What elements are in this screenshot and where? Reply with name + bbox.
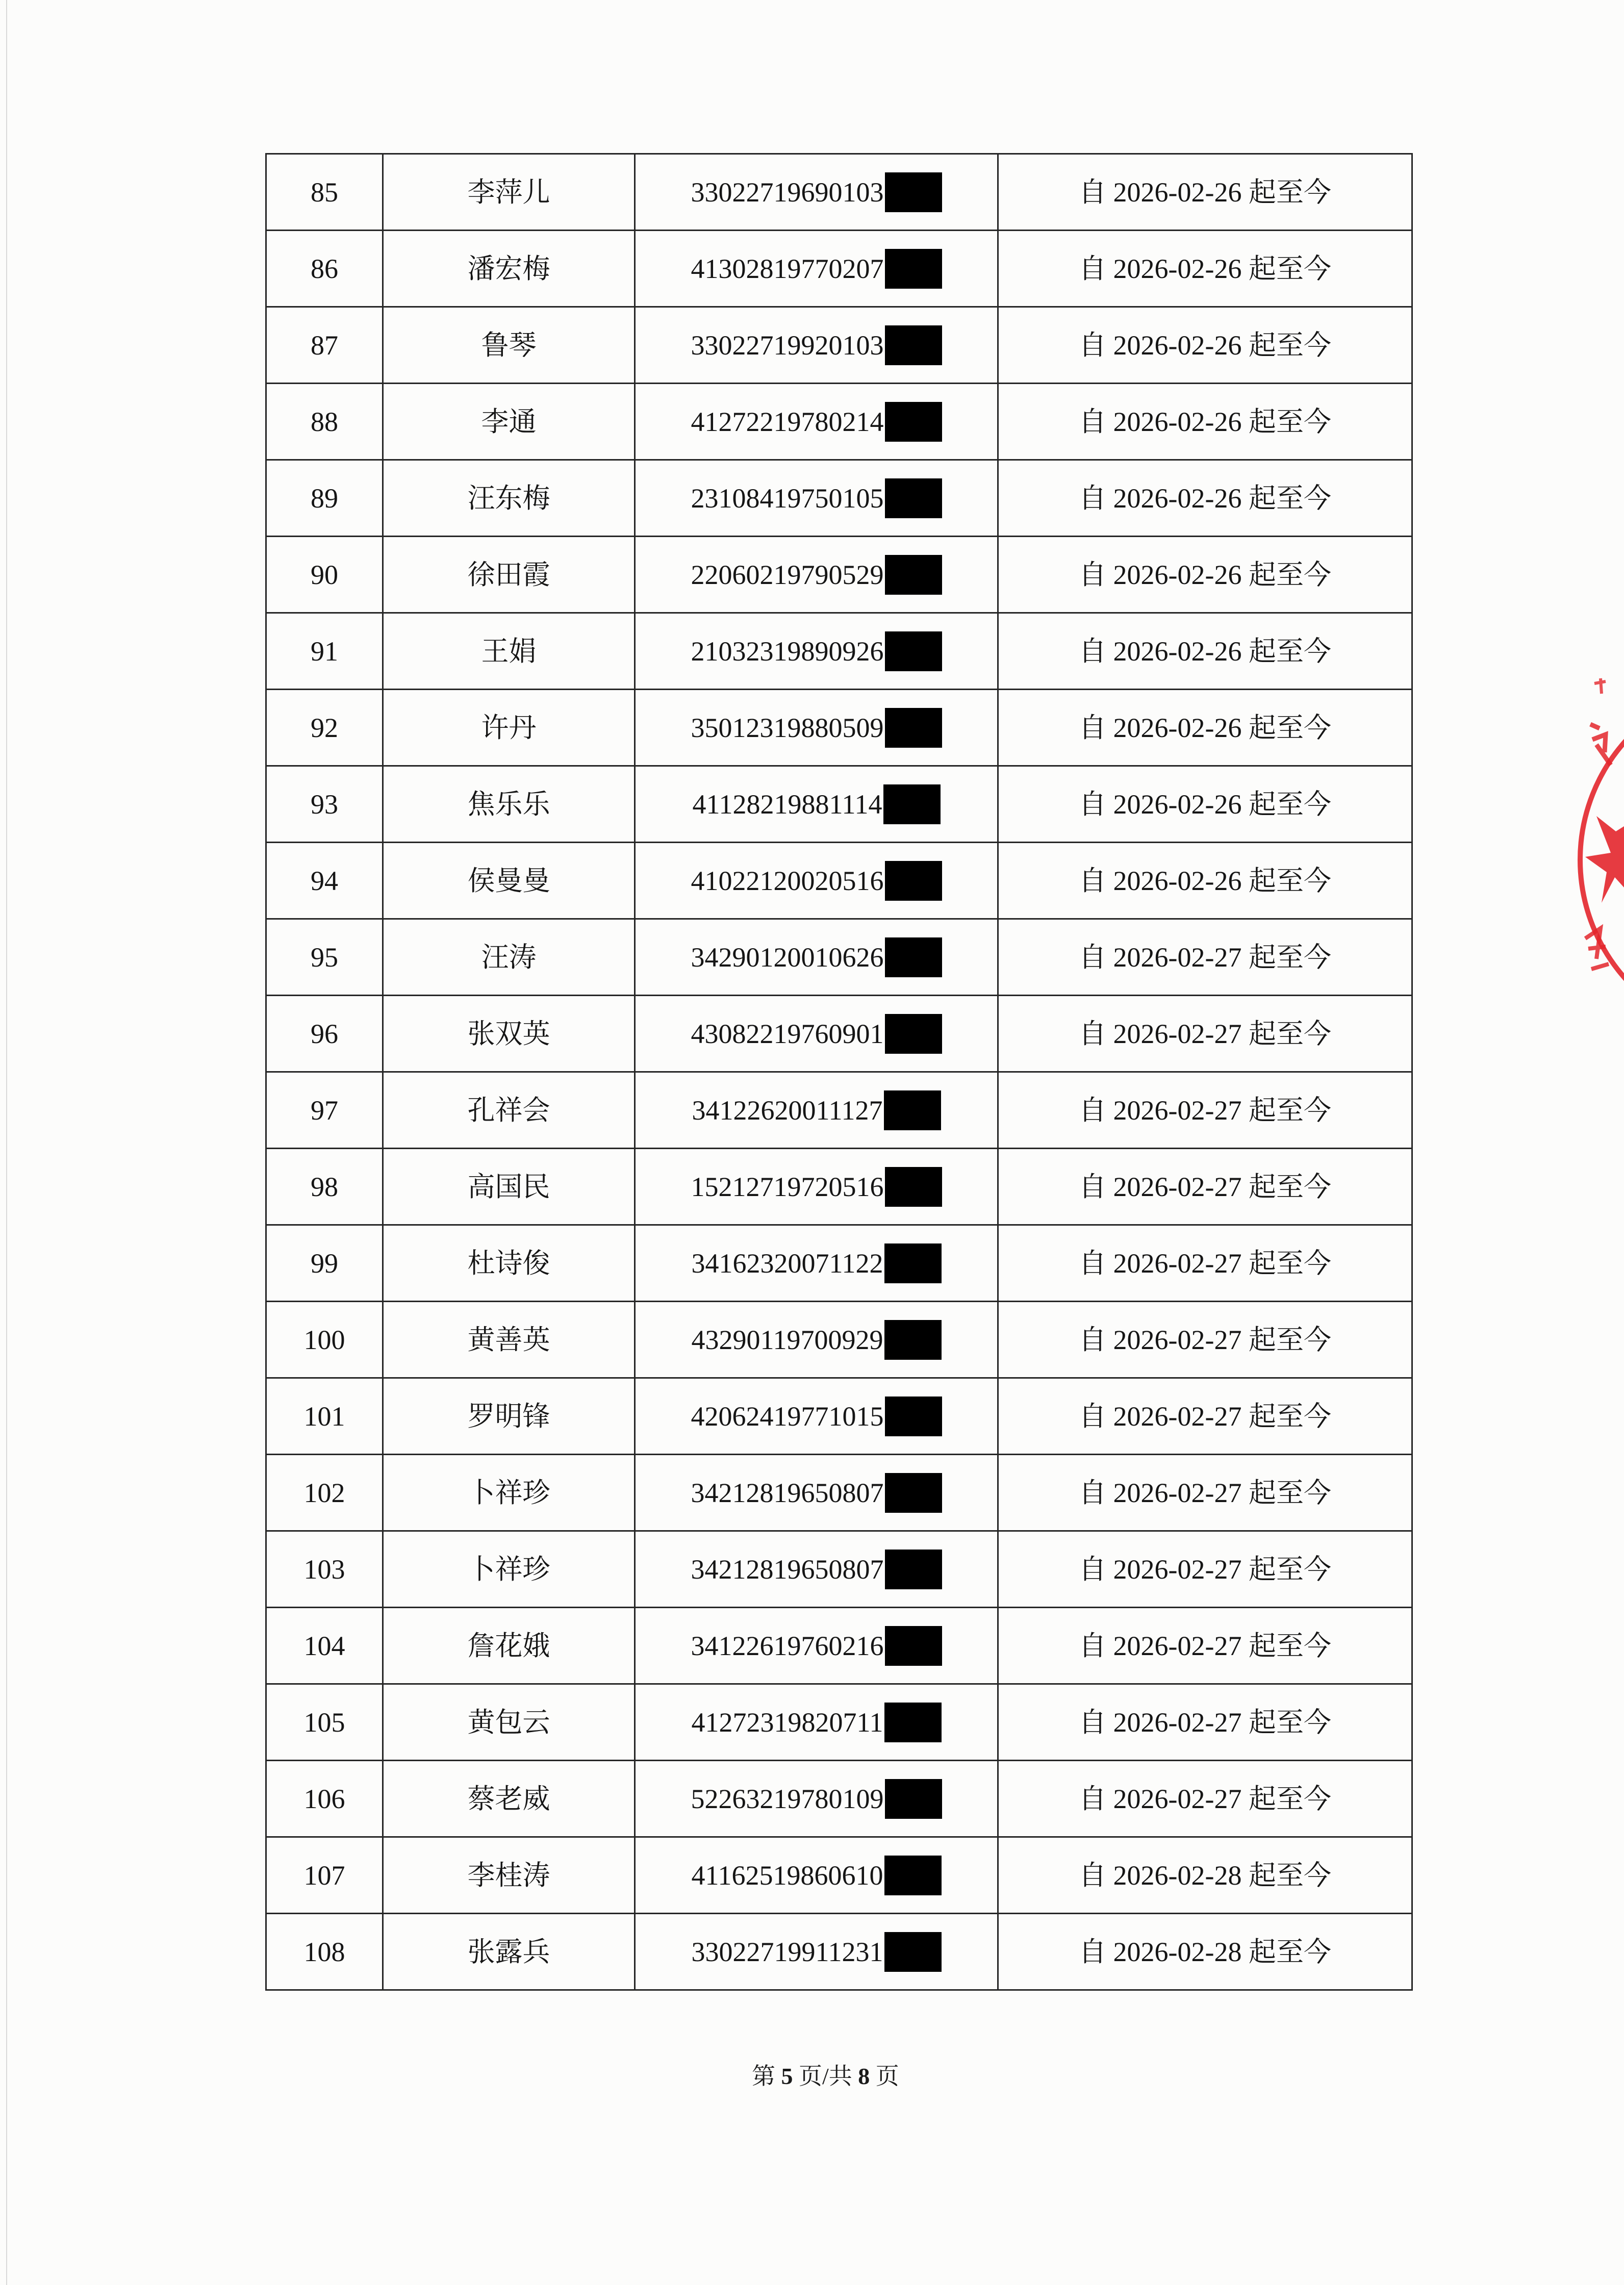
id-number-visible-part: 34212819650807 xyxy=(691,1554,884,1585)
redaction-box xyxy=(883,784,941,824)
id-number-visible-part: 35012319880509 xyxy=(691,712,884,743)
redaction-box xyxy=(885,631,942,671)
id-number-group xyxy=(691,861,942,901)
row-number-cell: 108 xyxy=(266,1914,383,1990)
id-number-cell xyxy=(635,1149,998,1225)
footer-suffix: 页 xyxy=(875,2063,899,2089)
effective-period-cell: 自 2026-02-27 起至今 xyxy=(998,1531,1412,1608)
effective-period-cell: 自 2026-02-26 起至今 xyxy=(998,843,1412,919)
table-row xyxy=(266,154,1412,231)
person-name-cell: 王娟 xyxy=(383,613,635,690)
person-name-cell: 蔡老威 xyxy=(383,1761,635,1837)
id-number-group xyxy=(691,1550,942,1589)
id-number-visible-part: 41022120020516 xyxy=(691,865,884,896)
effective-period-cell: 自 2026-02-27 起至今 xyxy=(998,1608,1412,1684)
table-row xyxy=(266,843,1412,919)
id-number-group xyxy=(691,1626,942,1666)
redaction-box xyxy=(884,1243,942,1283)
effective-period-cell: 自 2026-02-27 起至今 xyxy=(998,1072,1412,1149)
id-number-visible-part: 34122620011127 xyxy=(692,1095,883,1126)
id-number-cell xyxy=(635,1455,998,1531)
table-row xyxy=(266,460,1412,537)
redaction-box xyxy=(884,1932,942,1972)
id-number-cell xyxy=(635,154,998,231)
effective-period-cell: 自 2026-02-26 起至今 xyxy=(998,766,1412,843)
id-number-group xyxy=(691,1473,942,1513)
person-name-cell: 鲁琴 xyxy=(383,307,635,384)
row-number-cell: 102 xyxy=(266,1455,383,1531)
row-number-cell: 91 xyxy=(266,613,383,690)
effective-period-cell: 自 2026-02-27 起至今 xyxy=(998,1225,1412,1302)
effective-period-cell: 自 2026-02-27 起至今 xyxy=(998,1149,1412,1225)
table-row xyxy=(266,384,1412,460)
redaction-box xyxy=(885,249,942,289)
id-number-cell xyxy=(635,1072,998,1149)
table-row xyxy=(266,1608,1412,1684)
id-number-cell xyxy=(635,537,998,613)
effective-period-cell: 自 2026-02-26 起至今 xyxy=(998,613,1412,690)
person-name-cell: 焦乐乐 xyxy=(383,766,635,843)
official-seal-stamp xyxy=(1570,663,1624,1061)
id-number-visible-part: 41302819770207 xyxy=(691,253,884,284)
row-number-cell: 86 xyxy=(266,231,383,307)
redaction-box xyxy=(884,1703,942,1742)
id-number-group xyxy=(692,1320,942,1360)
row-number-cell: 96 xyxy=(266,996,383,1072)
id-number-group xyxy=(691,478,942,518)
redaction-box xyxy=(885,1014,942,1054)
person-name-cell: 罗明锋 xyxy=(383,1378,635,1455)
table-row xyxy=(266,1149,1412,1225)
person-name-cell: 徐田霞 xyxy=(383,537,635,613)
table-row xyxy=(266,1302,1412,1378)
id-number-cell xyxy=(635,1378,998,1455)
table-row xyxy=(266,1072,1412,1149)
effective-period-cell: 自 2026-02-26 起至今 xyxy=(998,384,1412,460)
redaction-box xyxy=(885,1167,942,1207)
current-page-number: 5 xyxy=(781,2063,793,2089)
redaction-box xyxy=(884,1090,941,1130)
row-number-cell: 85 xyxy=(266,154,383,231)
person-name-cell: 李萍儿 xyxy=(383,154,635,231)
id-number-cell xyxy=(635,766,998,843)
id-number-group xyxy=(691,1014,942,1054)
row-number-cell: 93 xyxy=(266,766,383,843)
person-name-cell: 张双英 xyxy=(383,996,635,1072)
table-row xyxy=(266,307,1412,384)
person-name-cell: 李通 xyxy=(383,384,635,460)
redaction-box xyxy=(885,708,942,748)
person-name-cell: 张露兵 xyxy=(383,1914,635,1990)
id-number-group xyxy=(693,784,941,824)
id-number-visible-part: 34290120010626 xyxy=(691,942,884,973)
table-row xyxy=(266,1531,1412,1608)
row-number-cell: 107 xyxy=(266,1837,383,1914)
id-number-visible-part: 22060219790529 xyxy=(691,559,884,590)
row-number-cell: 99 xyxy=(266,1225,383,1302)
id-number-cell xyxy=(635,307,998,384)
roster-table xyxy=(265,153,1413,1991)
id-number-cell xyxy=(635,460,998,537)
id-number-visible-part: 21032319890926 xyxy=(691,636,884,667)
total-page-count: 8 xyxy=(858,2063,870,2089)
id-number-visible-part: 52263219780109 xyxy=(691,1783,884,1814)
id-number-group xyxy=(691,937,942,977)
id-number-group xyxy=(691,631,942,671)
row-number-cell: 89 xyxy=(266,460,383,537)
effective-period-cell: 自 2026-02-27 起至今 xyxy=(998,1378,1412,1455)
id-number-group xyxy=(691,555,942,595)
id-number-visible-part: 41272319820711 xyxy=(691,1707,883,1738)
table-row xyxy=(266,231,1412,307)
effective-period-cell: 自 2026-02-26 起至今 xyxy=(998,690,1412,766)
person-name-cell: 卜祥珍 xyxy=(383,1531,635,1608)
effective-period-cell: 自 2026-02-27 起至今 xyxy=(998,1684,1412,1761)
id-number-cell xyxy=(635,1302,998,1378)
row-number-cell: 92 xyxy=(266,690,383,766)
row-number-cell: 100 xyxy=(266,1302,383,1378)
id-number-visible-part: 41162519860610 xyxy=(691,1860,883,1891)
redaction-box xyxy=(885,172,942,212)
id-number-group xyxy=(691,1779,942,1819)
table-row xyxy=(266,1225,1412,1302)
id-number-visible-part: 33022719911231 xyxy=(691,1936,883,1967)
person-name-cell: 詹花娥 xyxy=(383,1608,635,1684)
id-number-cell xyxy=(635,690,998,766)
seal-character-fragment xyxy=(1590,724,1611,765)
row-number-cell: 87 xyxy=(266,307,383,384)
id-number-group xyxy=(692,1090,941,1130)
redaction-box xyxy=(885,861,942,901)
id-number-visible-part: 43082219760901 xyxy=(691,1018,884,1049)
table-row xyxy=(266,690,1412,766)
id-number-cell xyxy=(635,843,998,919)
id-number-group xyxy=(691,402,942,442)
effective-period-cell: 自 2026-02-26 起至今 xyxy=(998,154,1412,231)
person-name-cell: 李桂涛 xyxy=(383,1837,635,1914)
table-row xyxy=(266,537,1412,613)
person-name-cell: 孔祥会 xyxy=(383,1072,635,1149)
id-number-cell xyxy=(635,919,998,996)
table-row xyxy=(266,766,1412,843)
footer-prefix: 第 xyxy=(752,2063,775,2089)
seal-graphic xyxy=(1580,678,1624,1038)
id-number-visible-part: 41128219881114 xyxy=(692,789,882,820)
id-number-cell xyxy=(635,1914,998,1990)
row-number-cell: 101 xyxy=(266,1378,383,1455)
id-number-cell xyxy=(635,1684,998,1761)
id-number-cell xyxy=(635,384,998,460)
redaction-box xyxy=(885,937,942,977)
effective-period-cell: 自 2026-02-26 起至今 xyxy=(998,307,1412,384)
redaction-box xyxy=(885,1473,942,1513)
row-number-cell: 90 xyxy=(266,537,383,613)
person-name-cell: 黄善英 xyxy=(383,1302,635,1378)
id-number-cell xyxy=(635,1761,998,1837)
effective-period-cell: 自 2026-02-27 起至今 xyxy=(998,996,1412,1072)
table-row xyxy=(266,1761,1412,1837)
id-number-visible-part: 15212719720516 xyxy=(691,1171,884,1202)
effective-period-cell: 自 2026-02-28 起至今 xyxy=(998,1914,1412,1990)
redaction-box xyxy=(885,1626,942,1666)
person-name-cell: 潘宏梅 xyxy=(383,231,635,307)
seal-star-icon xyxy=(1585,816,1624,903)
row-number-cell: 105 xyxy=(266,1684,383,1761)
table-row xyxy=(266,996,1412,1072)
redaction-box xyxy=(885,1779,942,1819)
id-number-cell xyxy=(635,231,998,307)
row-number-cell: 103 xyxy=(266,1531,383,1608)
table-row xyxy=(266,1455,1412,1531)
id-number-cell xyxy=(635,1837,998,1914)
effective-period-cell: 自 2026-02-26 起至今 xyxy=(998,537,1412,613)
id-number-cell xyxy=(635,996,998,1072)
effective-period-cell: 自 2026-02-27 起至今 xyxy=(998,1455,1412,1531)
effective-period-cell: 自 2026-02-28 起至今 xyxy=(998,1837,1412,1914)
id-number-visible-part: 34162320071122 xyxy=(691,1248,883,1279)
redaction-box xyxy=(885,555,942,595)
id-number-cell xyxy=(635,613,998,690)
id-number-cell xyxy=(635,1225,998,1302)
id-number-group xyxy=(691,172,942,212)
scan-edge-line xyxy=(6,0,7,2285)
table-row xyxy=(266,919,1412,996)
id-number-visible-part: 23108419750105 xyxy=(691,483,884,514)
row-number-cell: 97 xyxy=(266,1072,383,1149)
person-name-cell: 黄包云 xyxy=(383,1684,635,1761)
table-row xyxy=(266,1378,1412,1455)
effective-period-cell: 自 2026-02-27 起至今 xyxy=(998,1302,1412,1378)
person-name-cell: 卜祥珍 xyxy=(383,1455,635,1531)
id-number-group xyxy=(692,1703,942,1742)
redaction-box xyxy=(885,478,942,518)
person-name-cell: 许丹 xyxy=(383,690,635,766)
id-number-group xyxy=(691,1167,942,1207)
row-number-cell: 95 xyxy=(266,919,383,996)
id-number-group xyxy=(691,708,942,748)
person-name-cell: 汪东梅 xyxy=(383,460,635,537)
id-number-group xyxy=(692,1932,942,1972)
redaction-box xyxy=(885,325,942,365)
person-name-cell: 汪涛 xyxy=(383,919,635,996)
person-name-cell: 侯曼曼 xyxy=(383,843,635,919)
table-row xyxy=(266,1684,1412,1761)
row-number-cell: 94 xyxy=(266,843,383,919)
redaction-box xyxy=(885,1550,942,1589)
effective-period-cell: 自 2026-02-27 起至今 xyxy=(998,1761,1412,1837)
page-footer xyxy=(752,2065,899,2088)
redaction-box xyxy=(885,1397,942,1436)
row-number-cell: 104 xyxy=(266,1608,383,1684)
id-number-visible-part: 42062419771015 xyxy=(691,1401,884,1432)
redaction-box xyxy=(885,402,942,442)
id-number-group xyxy=(692,1243,942,1283)
row-number-cell: 88 xyxy=(266,384,383,460)
id-number-cell xyxy=(635,1531,998,1608)
id-number-group xyxy=(691,249,942,289)
person-name-cell: 杜诗俊 xyxy=(383,1225,635,1302)
id-number-group xyxy=(691,1397,942,1436)
seal-character-fragment xyxy=(1594,678,1606,694)
row-number-cell: 106 xyxy=(266,1761,383,1837)
row-number-cell: 98 xyxy=(266,1149,383,1225)
effective-period-cell: 自 2026-02-26 起至今 xyxy=(998,460,1412,537)
table-row xyxy=(266,1837,1412,1914)
id-number-visible-part: 41272219780214 xyxy=(691,406,884,437)
id-number-group xyxy=(691,325,942,365)
redaction-box xyxy=(884,1320,942,1360)
id-number-cell xyxy=(635,1608,998,1684)
id-number-visible-part: 34212819650807 xyxy=(691,1477,884,1508)
id-number-visible-part: 33022719920103 xyxy=(691,329,884,361)
table-row xyxy=(266,1914,1412,1990)
person-name-cell: 高国民 xyxy=(383,1149,635,1225)
id-number-visible-part: 43290119700929 xyxy=(691,1324,883,1355)
footer-middle: 页/共 xyxy=(799,2063,852,2089)
redaction-box xyxy=(884,1856,942,1895)
id-number-visible-part: 34122619760216 xyxy=(691,1630,884,1661)
table-body xyxy=(266,154,1412,1990)
effective-period-cell: 自 2026-02-26 起至今 xyxy=(998,231,1412,307)
effective-period-cell: 自 2026-02-27 起至今 xyxy=(998,919,1412,996)
id-number-visible-part: 33022719690103 xyxy=(691,176,884,208)
table-row xyxy=(266,613,1412,690)
id-number-group xyxy=(692,1856,942,1895)
